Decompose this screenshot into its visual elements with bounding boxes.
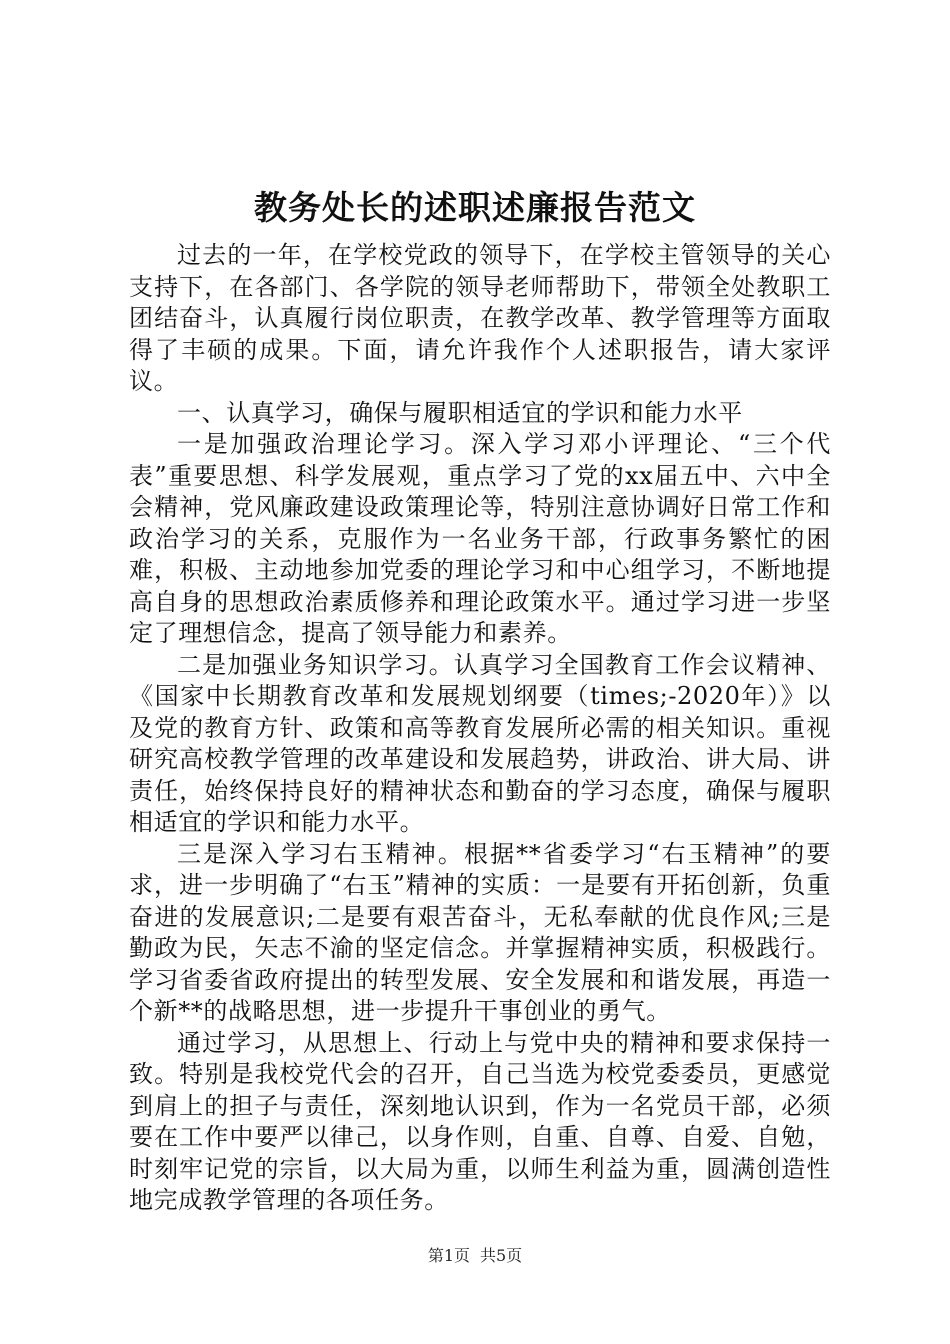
document-body — [129, 240, 831, 1217]
paragraph-business-study: 二是加强业务知识学习。认真学习全国教育工作会议精神、《国家中长期教育改革和发展规划纲要（times;-2020年）》以及党的教育方针、政策和高等教育发展所必需的相关知识。重视研究高校教学管理的改革建设和发展趋势，讲政治、讲大局、讲责任，始终保持良好的精神状态和勤奋的学习态度，确保与履职相适宜的学识和能力水平。 — [129, 650, 831, 836]
page-footer — [0, 1244, 950, 1268]
paragraph-conclusion: 通过学习，从思想上、行动上与党中央的精神和要求保持一致。特别是我校党代会的召开，自己当选为校党委委员，更感觉到肩上的担子与责任，深刻地认识到，作为一名党员干部，必须要在工作中要严以律己，以身作则，自重、自尊、自爱、自勉，时刻牢记党的宗旨，以大局为重，以师生利益为重，圆满创造性地完成教学管理的各项任务。 — [129, 1028, 831, 1214]
paragraph-intro: 过去的一年，在学校党政的领导下，在学校主管领导的关心支持下，在各部门、各学院的领导老师帮助下，带领全处教职工团结奋斗，认真履行岗位职责，在教学改革、教学管理等方面取得了丰硕的成果。下面，请允许我作个人述职报告，请大家评议。 — [129, 241, 831, 395]
document-title: 教务处长的述职述廉报告范文 — [254, 188, 696, 227]
page-number-current: 第1页 — [427, 1246, 470, 1265]
page-number-total: 共5页 — [480, 1246, 523, 1265]
paragraph-youyu-spirit: 三是深入学习右玉精神。根据**省委学习“右玉精神”的要求，进一步明确了“右玉”精神的实质：一是要有开拓创新，负重奋进的发展意识;二是要有艰苦奋斗，无私奉献的优良作风;三是勤政为民，矢志不渝的坚定信念。并掌握精神实质，积极践行。学习省委省政府提出的转型发展、安全发展和和谐发展，再造一个新**的战略思想，进一步提升干事创业的勇气。 — [129, 839, 831, 1025]
section-heading-1: 一、认真学习，确保与履职相适宜的学识和能力水平 — [177, 398, 743, 427]
paragraph-political-study: 一是加强政治理论学习。深入学习邓小评理论、“三个代表”重要思想、科学发展观，重点学习了党的xx届五中、六中全会精神，党风廉政建设政策理论等，特别注意协调好日常工作和政治学习的关系，克服作为一名业务干部，行政事务繁忙的困难，积极、主动地参加党委的理论学习和中心组学习，不断地提高自身的思想政治素质修养和理论政策水平。通过学习进一步坚定了理想信念，提高了领导能力和素养。 — [129, 430, 831, 647]
